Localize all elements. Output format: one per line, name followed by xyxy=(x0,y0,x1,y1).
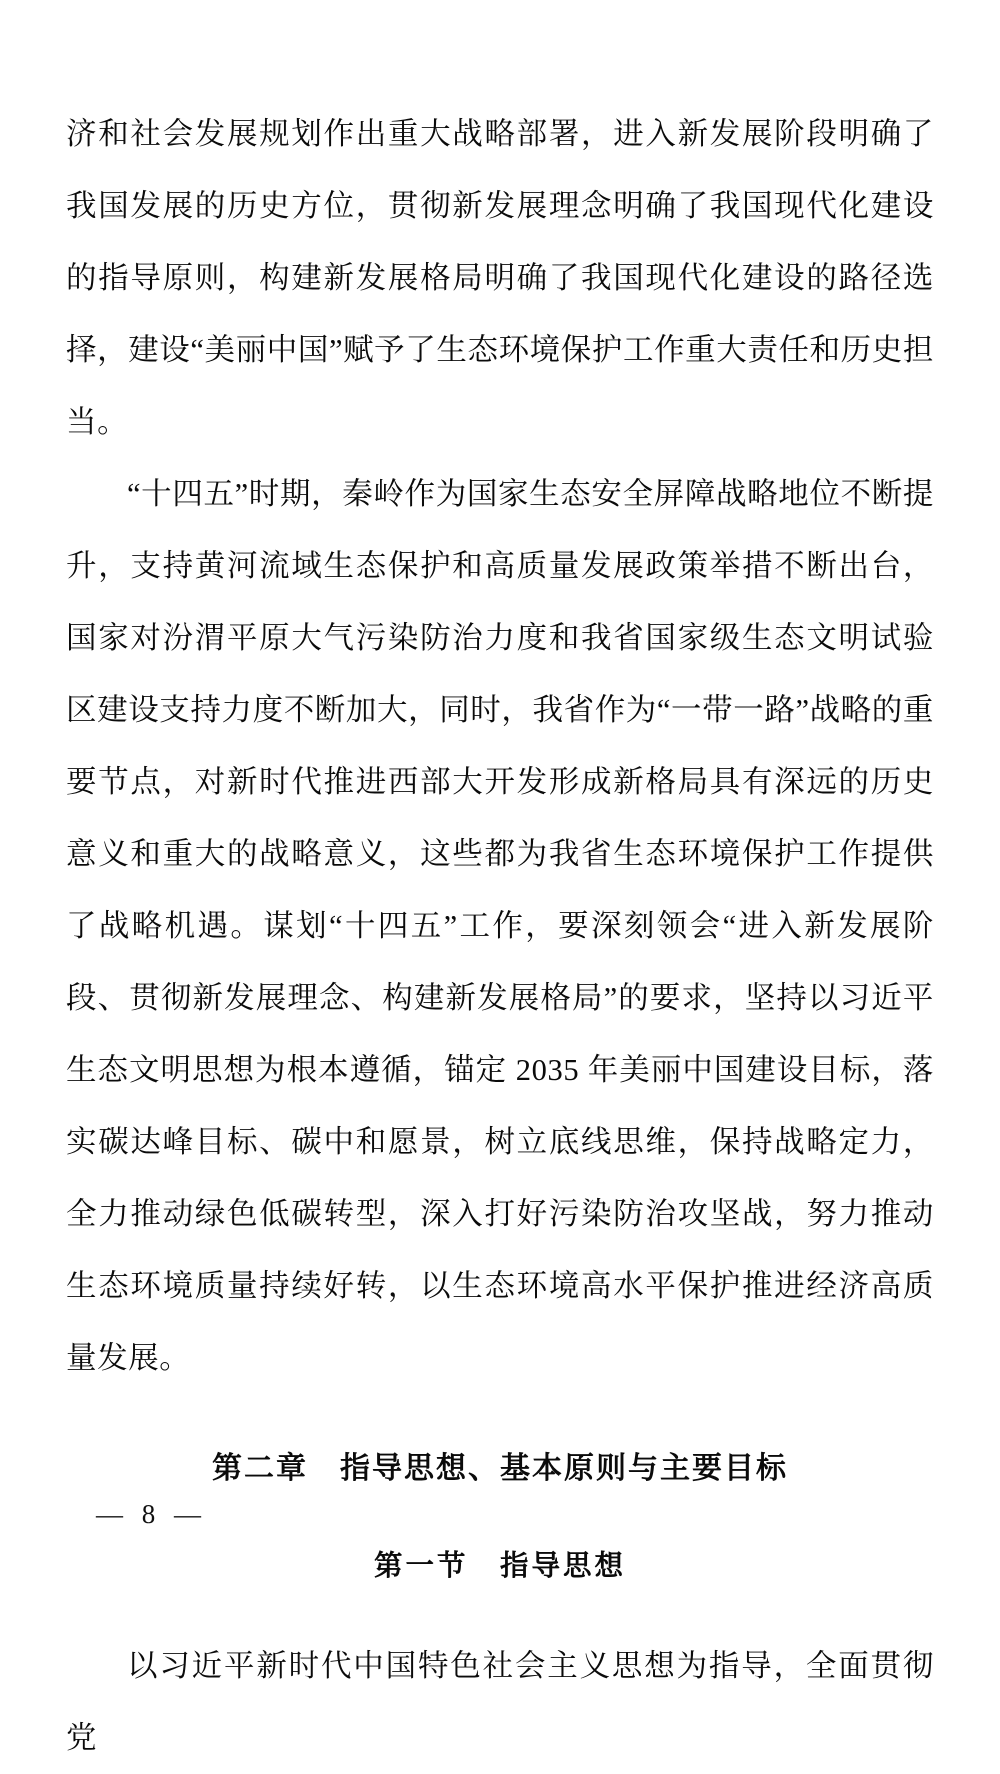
paragraph-continued: 济和社会发展规划作出重大战略部署，进入新发展阶段明确了我国发展的历史方位，贯彻新发展理念明确了我国现代化建设的指导原则，构建新发展格局明确了我国现代化建设的路径选择，建设“美丽中国”赋予了生态环境保护工作重大责任和历史担当。 xyxy=(66,117,934,439)
paragraph-two: “十四五”时期，秦岭作为国家生态安全屏障战略地位不断提升，支持黄河流域生态保护和高质量发展政策举措不断出台，国家对汾渭平原大气污染防治力度和我省国家级生态文明试验区建设支持力度不断加大，同时，我省作为“一带一路”战略的重要节点，对新时代推进西部大开发形成新格局具有深远的历史意义和重大的战略意义，这些都为我省生态环境保护工作提供了战略机遇。谋划“十四五”工作，要深刻领会“进入新发展阶段、贯彻新发展理念、构建新发展格局”的要求，坚持以习近平生态文明思想为根本遵循，锚定 2035 年美丽中国建设目标，落实碳达峰目标、碳中和愿景，树立底线思维，保持战略定力，全力推动绿色低碳转型，深入打好污染防治攻坚战，努力推动生态环境质量持续好转，以生态环境高水平保护推进经济高质量发展。 xyxy=(66,477,934,1375)
section-heading: 第一节 指导思想 xyxy=(373,1550,626,1582)
page-number: — 8 — xyxy=(96,1499,207,1529)
paragraph-three: 以习近平新时代中国特色社会主义思想为指导，全面贯彻党 xyxy=(66,1649,934,1755)
chapter-heading: 第二章 指导思想、基本原则与主要目标 xyxy=(212,1452,788,1485)
